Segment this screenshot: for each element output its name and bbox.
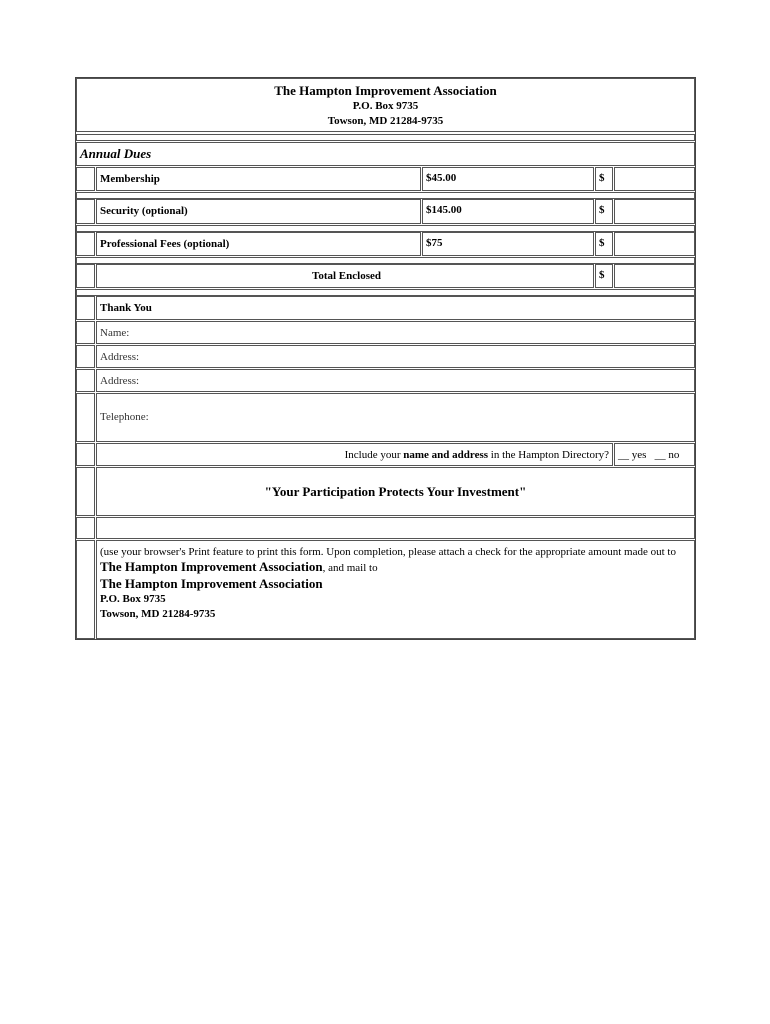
association-title: The Hampton Improvement Association (274, 83, 497, 98)
directory-yes-no[interactable]: __ yes __ no (614, 443, 695, 466)
row-gutter (76, 345, 95, 368)
spacer-row (76, 134, 695, 141)
total-enclosed-label: Total Enclosed (96, 264, 594, 288)
directory-question (96, 443, 613, 466)
telephone-field[interactable]: Telephone: (96, 393, 695, 442)
row-gutter (76, 232, 95, 256)
total-amount-field[interactable] (614, 264, 695, 288)
spacer-row (76, 225, 695, 232)
instructions-text: (use your browser's Print feature to print this form. Upon completion, please attach a check for the appropriate amount made out to (100, 546, 676, 558)
row-gutter (76, 167, 95, 191)
mail-to-text: , and mail to (322, 562, 378, 574)
row-gutter (76, 393, 95, 442)
security-amount: $145.00 (422, 199, 594, 224)
spacer-row (76, 257, 695, 264)
header-city: Towson, MD 21284-9735 (327, 115, 444, 127)
row-gutter (76, 540, 95, 639)
spacer-row (76, 289, 695, 296)
professional-fees-label: Professional Fees (optional) (96, 232, 421, 256)
professional-fees-amount-field[interactable] (614, 232, 695, 256)
directory-suffix: in the Hampton Directory? (488, 449, 609, 461)
row-gutter (76, 199, 95, 224)
thank-you-label: Thank You (96, 296, 695, 320)
instructions-box (96, 540, 695, 639)
slogan: "Your Participation Protects Your Investment" (96, 467, 695, 516)
address-field-1[interactable]: Address: (96, 345, 695, 368)
form-header (76, 78, 695, 132)
row-gutter (76, 264, 95, 288)
security-amount-field[interactable] (614, 199, 695, 224)
mail-name: The Hampton Improvement Association (100, 576, 323, 591)
header-pobox: P.O. Box 9735 (352, 100, 419, 112)
membership-currency: $ (595, 167, 613, 191)
membership-label: Membership (96, 167, 421, 191)
membership-amount: $45.00 (422, 167, 594, 191)
address-field-2[interactable]: Address: (96, 369, 695, 392)
annual-dues-heading: Annual Dues (76, 142, 695, 166)
professional-fees-amount: $75 (422, 232, 594, 256)
mail-city: Towson, MD 21284-9735 (100, 608, 216, 620)
spacer-row (76, 192, 695, 199)
security-currency: $ (595, 199, 613, 224)
total-currency: $ (595, 264, 613, 288)
row-gutter (76, 517, 95, 539)
directory-prefix: Include your (344, 449, 404, 461)
directory-bold: name and address (403, 449, 489, 461)
row-gutter (76, 296, 95, 320)
row-gutter (76, 369, 95, 392)
professional-fees-currency: $ (595, 232, 613, 256)
payee-name: The Hampton Improvement Association (100, 559, 323, 574)
security-label: Security (optional) (96, 199, 421, 224)
name-field[interactable]: Name: (96, 321, 695, 344)
membership-amount-field[interactable] (614, 167, 695, 191)
dues-form (75, 77, 696, 640)
row-gutter (76, 443, 95, 466)
blank-row (96, 517, 695, 539)
row-gutter (76, 321, 95, 344)
mail-pobox: P.O. Box 9735 (100, 593, 166, 605)
row-gutter (76, 467, 95, 516)
